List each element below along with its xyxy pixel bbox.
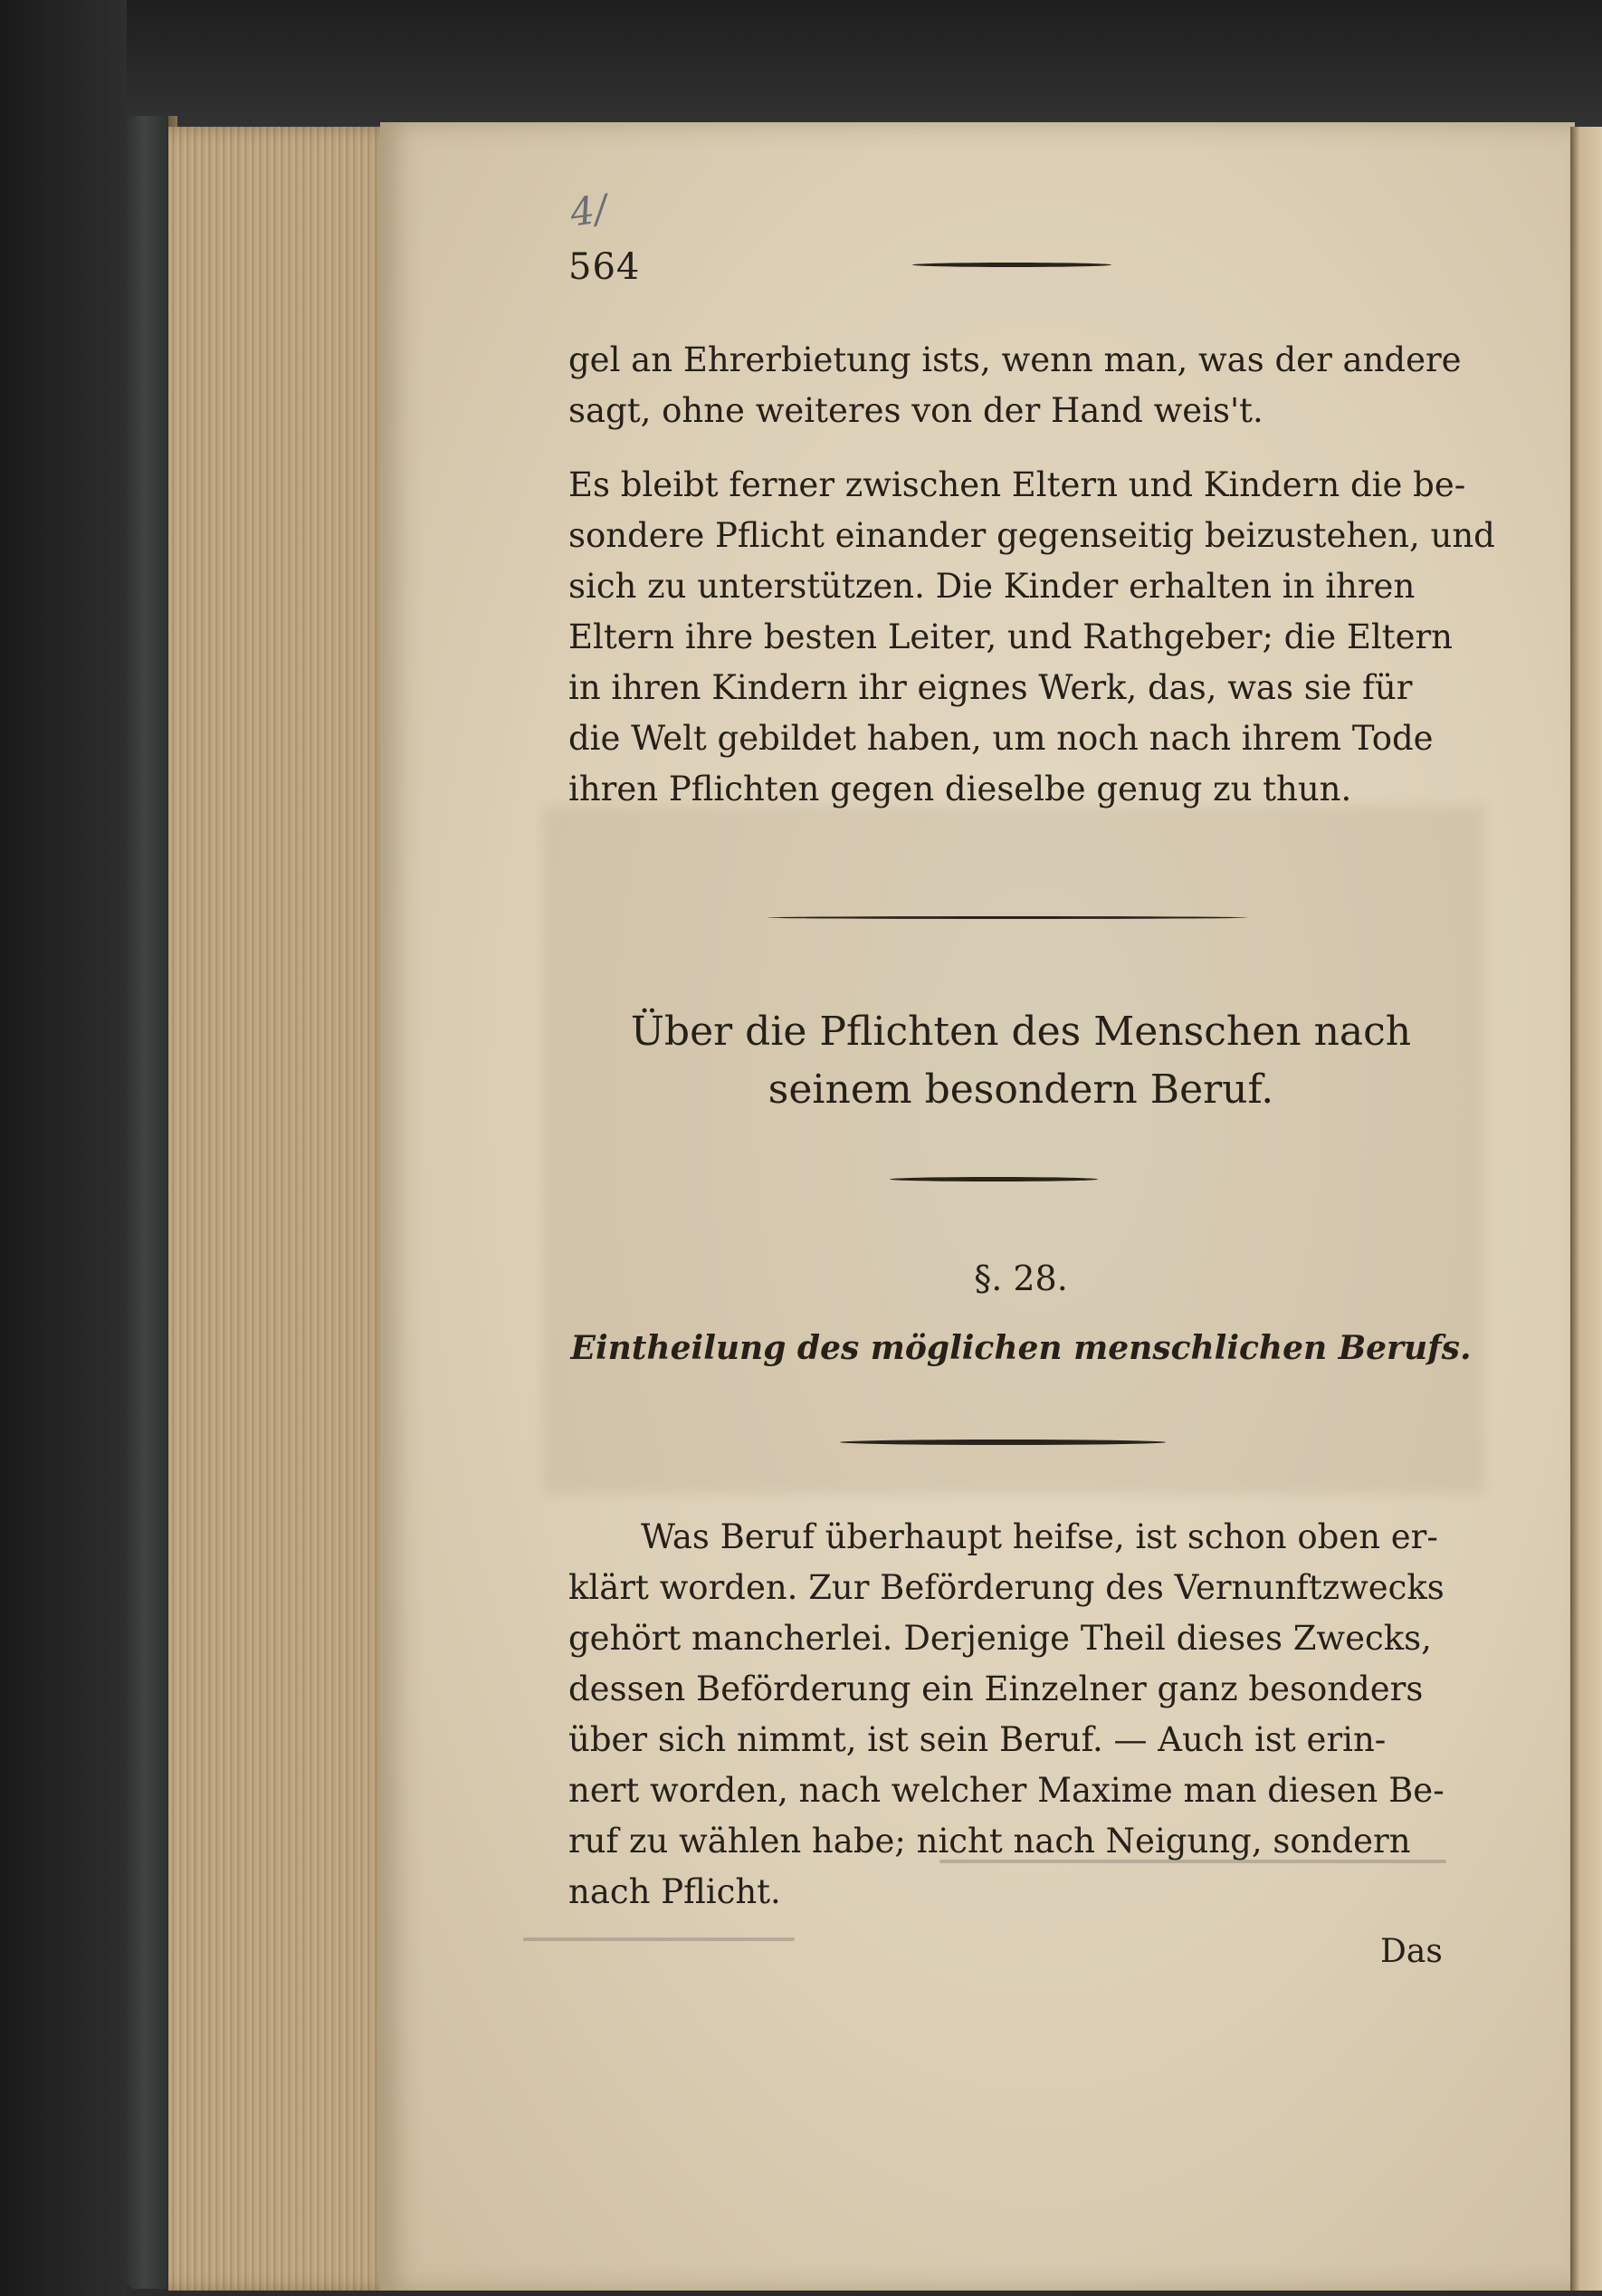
chapter-title-line-2: seinem besondern Beruf. (768, 1067, 1274, 1113)
facing-page-edge (1570, 127, 1602, 2291)
text-line: ruf zu wählen habe; nicht nach Neigung, sondern (568, 1822, 1411, 1861)
text-line: klärt worden. Zur Beförderung des Vernunftzwecks (568, 1568, 1445, 1607)
text-line: Es bleibt ferner zwischen Eltern und Kindern die be- (568, 465, 1466, 504)
pencil-underline (939, 1860, 1446, 1863)
text-line: gehört mancherlei. Derjenige Theil dieses Zwecks, (568, 1619, 1432, 1658)
text-line: Was Beruf überhaupt heifse, ist schon oben er- (641, 1517, 1438, 1556)
text-line: nach Pflicht. (568, 1872, 781, 1911)
show-through-bleed (543, 806, 1484, 1494)
page-number: 564 (568, 246, 641, 288)
book-cover-edge (125, 116, 172, 2289)
chapter-rule (768, 916, 1247, 919)
text-line: gel an Ehrerbietung ists, wenn man, was der andere (568, 340, 1462, 379)
text-line: sondere Pflicht einander gegenseitig beizustehen, und (568, 516, 1495, 555)
text-line: nert worden, nach welcher Maxime man diesen Be- (568, 1771, 1445, 1810)
text-line: sagt, ohne weiteres von der Hand weis't. (568, 391, 1263, 430)
text-line: über sich nimmt, ist sein Beruf. — Auch ist erin- (568, 1720, 1387, 1759)
dark-background-top (0, 0, 1602, 136)
section-subtitle: Eintheilung des möglichen menschlichen Berufs. (570, 1329, 1472, 1367)
pencil-underline (523, 1937, 795, 1941)
dark-background-left (0, 0, 127, 2296)
text-line: die Welt gebildet haben, um noch nach ihrem Tode (568, 719, 1434, 758)
text-line: dessen Beförderung ein Einzelner ganz besonders (568, 1669, 1424, 1708)
pencil-annotation: 4/ (567, 186, 611, 235)
text-line: ihren Pflichten gegen dieselbe genug zu thun. (568, 770, 1352, 808)
text-line: Eltern ihre besten Leiter, und Rathgeber; die Eltern (568, 617, 1453, 656)
chapter-title: Über die Pflichten des Menschen nach (630, 1009, 1412, 1055)
text-line: in ihren Kindern ihr eignes Werk, das, was sie für (568, 668, 1413, 707)
catchword: Das (1380, 1933, 1443, 1970)
section-rule (890, 1177, 1098, 1181)
section-number: §. 28. (974, 1258, 1068, 1298)
subtitle-rule (840, 1440, 1166, 1445)
text-line: sich zu unterstützen. Die Kinder erhalten in ihren (568, 567, 1416, 606)
page-edges (168, 127, 395, 2291)
header-rule (912, 263, 1111, 267)
